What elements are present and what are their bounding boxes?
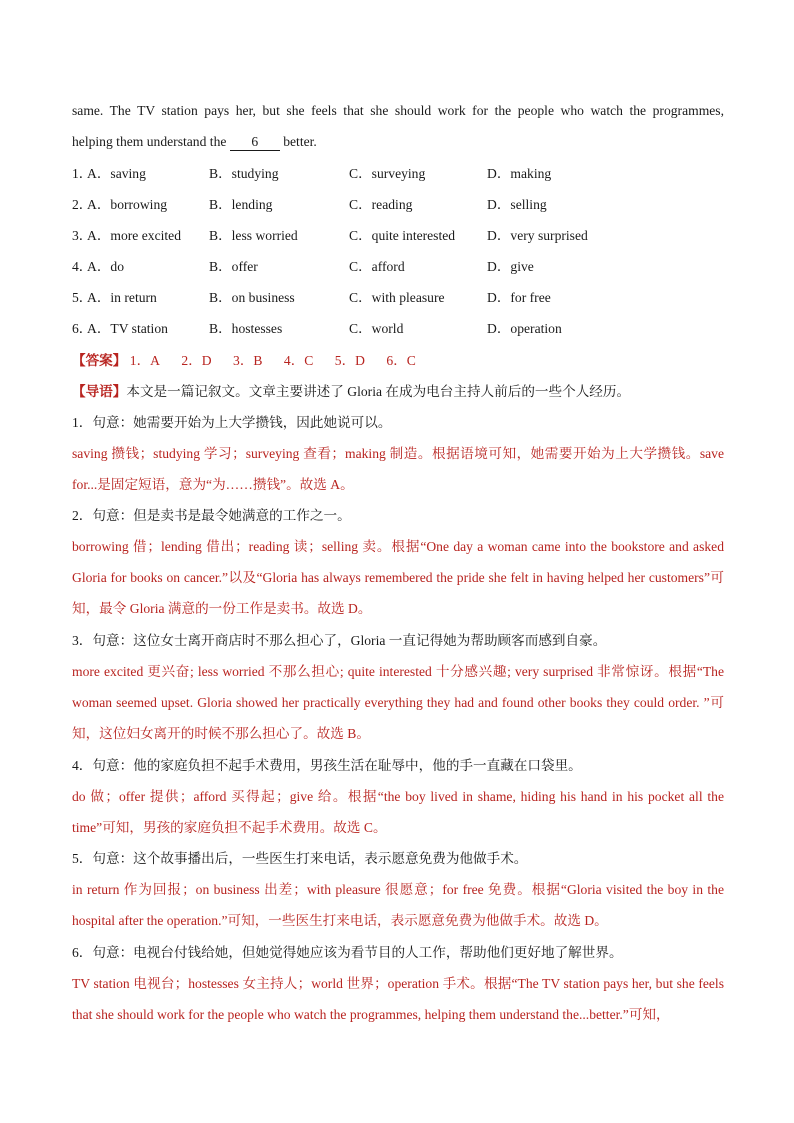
explanation-3-body: more excited 更兴奋; less worried 不那么担心; quite interested 十分感兴趣; very surprised 非常惊讶。根据“The woman seemed upset. Gloria showed her practically everything they had and found other books they could order. ”可知，这位妇女离开的时候不那么担心了。故选 B。 xyxy=(72,664,724,741)
answer-item: 4．C xyxy=(283,353,314,368)
option-b: B．on business xyxy=(209,290,295,305)
option-row-1 xyxy=(72,158,724,189)
option-a: A．TV station xyxy=(87,321,168,336)
answer-line xyxy=(72,345,724,376)
option-c: C．quite interested xyxy=(349,228,456,243)
explanation-5-heading: 5．句意：这个故事播出后，一些医生打来电话，表示愿意免费为他做手术。 xyxy=(72,851,528,866)
guide-text: 本文是一篇记叙文。文章主要讲述了 Gloria 在成为电台主持人前后的一些个人经历。 xyxy=(126,384,631,399)
option-c: C．surveying xyxy=(349,166,426,181)
passage-line-2 xyxy=(72,126,724,157)
option-number: 5． xyxy=(72,290,93,305)
option-a: A．in return xyxy=(87,290,157,305)
option-a: A．borrowing xyxy=(87,197,168,212)
option-d: D．operation xyxy=(487,321,562,336)
option-row-2 xyxy=(72,189,724,220)
option-b: B．offer xyxy=(209,259,258,274)
answer-item: 3．B xyxy=(233,353,263,368)
answer-item: 1．A xyxy=(129,353,160,368)
explanation-5-body: in return 作为回报；on business 出差；with pleasure 很愿意；for free 免费。根据“Gloria visited the boy in the hospital after the operation.”可知，一些医生打来电话，表示愿意免费为他做手术。故选 D。 xyxy=(72,882,724,928)
option-b: B．lending xyxy=(209,197,273,212)
answer-label: 【答案】 xyxy=(72,353,127,368)
explanation-3-heading: 3．句意：这位女士离开商店时不那么担心了，Gloria 一直记得她为帮助顾客而感到自豪。 xyxy=(72,633,607,648)
guide-label: 【导语】 xyxy=(72,384,127,399)
explanation-6-body: TV station 电视台；hostesses 女主持人；world 世界；operation 手术。根据“The TV station pays her, but she feels that she should work for the people who watch the programmes, helping them understand the...better.”可知， xyxy=(72,976,724,1022)
passage-text xyxy=(72,95,724,157)
option-b: B．hostesses xyxy=(209,321,283,336)
explanation-2-heading: 2．句意：但是卖书是最令她满意的工作之一。 xyxy=(72,508,351,523)
answer-item: 2．D xyxy=(181,353,212,368)
option-a: A．more excited xyxy=(87,228,181,243)
explanation-4-heading: 4．句意：他的家庭负担不起手术费用，男孩生活在耻辱中，他的手一直藏在口袋里。 xyxy=(72,758,582,773)
guide-line xyxy=(72,376,724,407)
option-row-4 xyxy=(72,251,724,282)
passage-line-1: same. The TV station pays her, but she feels that she should work for the people who watch the programmes, xyxy=(72,103,724,118)
passage-line-2-before: helping them understand the xyxy=(72,134,227,149)
explanation-1-body: saving 攒钱；studying 学习；surveying 查看；making 制造。根据语境可知，她需要开始为上大学攒钱。save for...是固定短语，意为“为……攒钱”。故选 A。 xyxy=(72,446,724,492)
blank-6: 6 xyxy=(230,134,280,151)
option-c: C．world xyxy=(349,321,404,336)
option-b: B．studying xyxy=(209,166,279,181)
passage-line-2-after: better. xyxy=(283,134,317,149)
option-d: D．give xyxy=(487,259,534,274)
option-d: D．selling xyxy=(487,197,547,212)
option-number: 6． xyxy=(72,321,93,336)
option-a: A．saving xyxy=(87,166,146,181)
explanation-6-heading: 6．句意：电视台付钱给她，但她觉得她应该为看节目的人工作，帮助他们更好地了解世界。 xyxy=(72,945,623,960)
explanation-4-body: do 做；offer 提供；afford 买得起；give 给。根据“the boy lived in shame, hiding his hand in his pocket all the time”可知，男孩的家庭负担不起手术费用。故选 C。 xyxy=(72,789,724,835)
answer-item: 5．D xyxy=(334,353,365,368)
option-b: B．less worried xyxy=(209,228,298,243)
option-row-6 xyxy=(72,313,724,344)
option-c: C．afford xyxy=(349,259,405,274)
option-row-3 xyxy=(72,220,724,251)
option-number: 3． xyxy=(72,228,93,243)
option-d: D．for free xyxy=(487,290,551,305)
option-number: 1． xyxy=(72,166,93,181)
option-d: D．very surprised xyxy=(487,228,588,243)
option-number: 4． xyxy=(72,259,93,274)
option-row-5 xyxy=(72,282,724,313)
explanation-1-heading: 1．句意：她需要开始为上大学攒钱，因此她说可以。 xyxy=(72,415,392,430)
option-c: C．reading xyxy=(349,197,413,212)
option-number: 2． xyxy=(72,197,93,212)
explanation-2-body: borrowing 借；lending 借出；reading 读；selling 卖。根据“One day a woman came into the bookstore and asked Gloria for books on cancer.”以及“Gloria has always remembered the pride she felt in having helped her customers”可知，最令 Gloria 满意的一份工作是卖书。故选 D。 xyxy=(72,539,724,616)
option-a: A．do xyxy=(87,259,125,274)
option-d: D．making xyxy=(487,166,552,181)
option-c: C．with pleasure xyxy=(349,290,445,305)
answer-item: 6．C xyxy=(386,353,416,368)
